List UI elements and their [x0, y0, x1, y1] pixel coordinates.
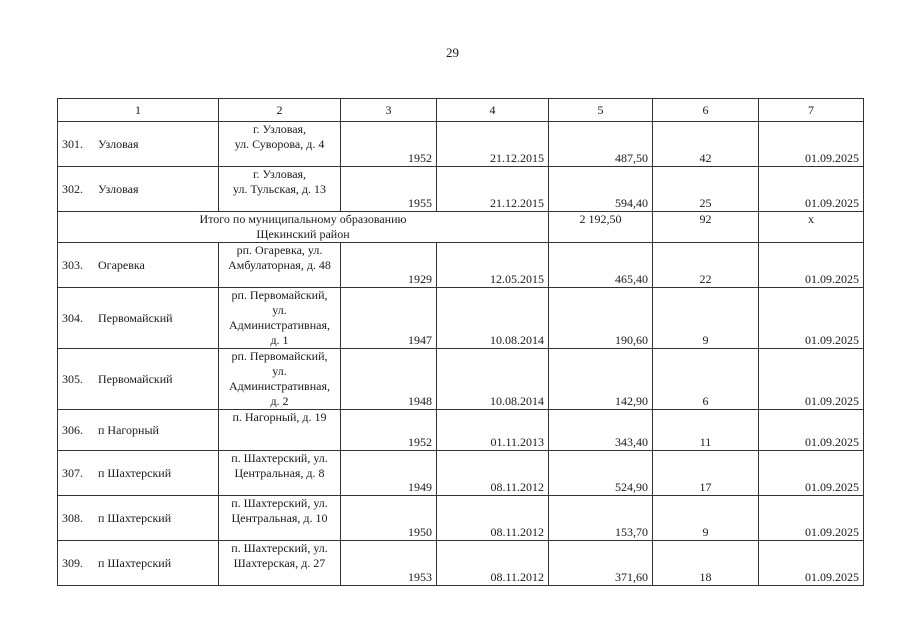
address-line: п. Шахтерский, ул.: [231, 496, 328, 510]
deadline-cell: 01.09.2025: [759, 349, 864, 410]
count-cell: 9: [653, 288, 759, 349]
settlement-name: Узловая: [98, 136, 139, 151]
row-number-name-cell: [58, 541, 219, 586]
settlement-name: Первомайский: [98, 310, 173, 325]
col-header-3: 3: [341, 99, 437, 122]
settlement-name: Огаревка: [98, 257, 145, 272]
year-cell: 1950: [341, 496, 437, 541]
year-cell: 1929: [341, 243, 437, 288]
row-number: 305.: [62, 371, 83, 386]
address-cell: [219, 451, 341, 496]
table-row: [58, 541, 864, 586]
address-line: ул. Суворова, д. 4: [234, 137, 325, 151]
date-cell: 21.12.2015: [437, 122, 549, 167]
count-cell: 22: [653, 243, 759, 288]
year-cell: 1952: [341, 410, 437, 451]
address-line: Административная,: [229, 379, 330, 393]
row-number: 304.: [62, 310, 83, 325]
address-line: рп. Первомайский,: [231, 288, 328, 302]
area-cell: 524,90: [549, 451, 653, 496]
row-number: 307.: [62, 465, 83, 480]
date-cell: 10.08.2014: [437, 349, 549, 410]
area-cell: 465,40: [549, 243, 653, 288]
date-cell: 12.05.2015: [437, 243, 549, 288]
row-number-name-cell: [58, 243, 219, 288]
table-row: [58, 243, 864, 288]
row-number: 309.: [62, 555, 83, 570]
date-cell: 21.12.2015: [437, 167, 549, 212]
col-header-5: 5: [549, 99, 653, 122]
row-number-name-cell: [58, 167, 219, 212]
deadline-cell: 01.09.2025: [759, 288, 864, 349]
deadline-cell: 01.09.2025: [759, 496, 864, 541]
address-cell: [219, 288, 341, 349]
col-header-1: 1: [58, 99, 219, 122]
area-cell: 343,40: [549, 410, 653, 451]
deadline-cell: 01.09.2025: [759, 451, 864, 496]
area-cell: 142,90: [549, 349, 653, 410]
row-number: 301.: [62, 136, 83, 151]
address-line: п. Нагорный, д. 19: [232, 410, 327, 424]
settlement-name: Первомайский: [98, 371, 173, 386]
area-cell: 594,40: [549, 167, 653, 212]
total-label: [58, 212, 549, 243]
header-row: [58, 99, 864, 122]
year-cell: 1949: [341, 451, 437, 496]
total-area: 2 192,50: [549, 212, 653, 243]
count-cell: 11: [653, 410, 759, 451]
row-number-name-cell: [58, 122, 219, 167]
total-deadline: x: [759, 212, 864, 243]
col-header-6: 6: [653, 99, 759, 122]
address-line: Шахтерская, д. 27: [233, 556, 326, 570]
area-cell: 153,70: [549, 496, 653, 541]
date-cell: 01.11.2013: [437, 410, 549, 451]
address-cell: [219, 410, 341, 451]
address-line: рп. Первомайский,: [231, 349, 328, 363]
address-cell: [219, 496, 341, 541]
count-cell: 9: [653, 496, 759, 541]
deadline-cell: 01.09.2025: [759, 541, 864, 586]
address-cell: [219, 349, 341, 410]
address-line: ул.: [272, 303, 287, 317]
address-line: ул.: [272, 364, 287, 378]
count-cell: 42: [653, 122, 759, 167]
row-number-name-cell: [58, 410, 219, 451]
area-cell: 371,60: [549, 541, 653, 586]
count-cell: 17: [653, 451, 759, 496]
address-line: п. Шахтерский, ул.: [231, 451, 328, 465]
row-number: 303.: [62, 257, 83, 272]
area-cell: 487,50: [549, 122, 653, 167]
row-number: 306.: [62, 422, 83, 437]
page-number: 29: [446, 45, 459, 60]
address-line: ул. Тульская, д. 13: [232, 182, 327, 196]
year-cell: 1948: [341, 349, 437, 410]
count-cell: 25: [653, 167, 759, 212]
table-row: [58, 167, 864, 212]
date-cell: 08.11.2012: [437, 541, 549, 586]
deadline-cell: 01.09.2025: [759, 410, 864, 451]
row-number: 302.: [62, 181, 83, 196]
settlement-name: Узловая: [98, 181, 139, 196]
table-row: [58, 451, 864, 496]
table-body: [58, 122, 864, 586]
col-header-4: 4: [437, 99, 549, 122]
address-line: Административная,: [229, 318, 330, 332]
date-cell: 08.11.2012: [437, 451, 549, 496]
row-number-name-cell: [58, 288, 219, 349]
year-cell: 1955: [341, 167, 437, 212]
address-line: Центральная, д. 10: [231, 511, 328, 525]
row-number-name-cell: [58, 496, 219, 541]
year-cell: 1947: [341, 288, 437, 349]
address-line: рп. Огаревка, ул.: [236, 243, 323, 257]
table-row: [58, 288, 864, 349]
settlement-name: п Нагорный: [98, 422, 159, 437]
row-number: 308.: [62, 510, 83, 525]
settlement-name: п Шахтерский: [98, 510, 172, 525]
table-row: [58, 496, 864, 541]
table-row: [58, 410, 864, 451]
total-label-line: Щекинский район: [256, 227, 350, 241]
settlement-name: п Шахтерский: [98, 555, 172, 570]
address-line: д. 1: [270, 333, 289, 347]
row-number-name-cell: [58, 349, 219, 410]
settlement-name: п Шахтерский: [98, 465, 172, 480]
table-row: [58, 349, 864, 410]
address-cell: [219, 541, 341, 586]
address-line: г. Узловая,: [252, 122, 307, 136]
address-line: д. 2: [270, 394, 289, 408]
date-cell: 08.11.2012: [437, 496, 549, 541]
row-number-name-cell: [58, 451, 219, 496]
deadline-cell: 01.09.2025: [759, 243, 864, 288]
count-cell: 18: [653, 541, 759, 586]
housing-registry-table: [57, 98, 864, 586]
address-line: Центральная, д. 8: [234, 466, 325, 480]
address-cell: [219, 167, 341, 212]
count-cell: 6: [653, 349, 759, 410]
address-line: г. Узловая,: [252, 167, 307, 181]
deadline-cell: 01.09.2025: [759, 122, 864, 167]
address-cell: [219, 122, 341, 167]
table-row: [58, 122, 864, 167]
total-label-line: Итого по муниципальному образованию: [199, 212, 407, 226]
address-line: Амбулаторная, д. 48: [228, 258, 331, 272]
total-row: [58, 212, 864, 243]
year-cell: 1952: [341, 122, 437, 167]
date-cell: 10.08.2014: [437, 288, 549, 349]
col-header-7: 7: [759, 99, 864, 122]
total-count: 92: [653, 212, 759, 243]
area-cell: 190,60: [549, 288, 653, 349]
address-cell: [219, 243, 341, 288]
col-header-2: 2: [219, 99, 341, 122]
year-cell: 1953: [341, 541, 437, 586]
deadline-cell: 01.09.2025: [759, 167, 864, 212]
address-line: п. Шахтерский, ул.: [231, 541, 328, 555]
